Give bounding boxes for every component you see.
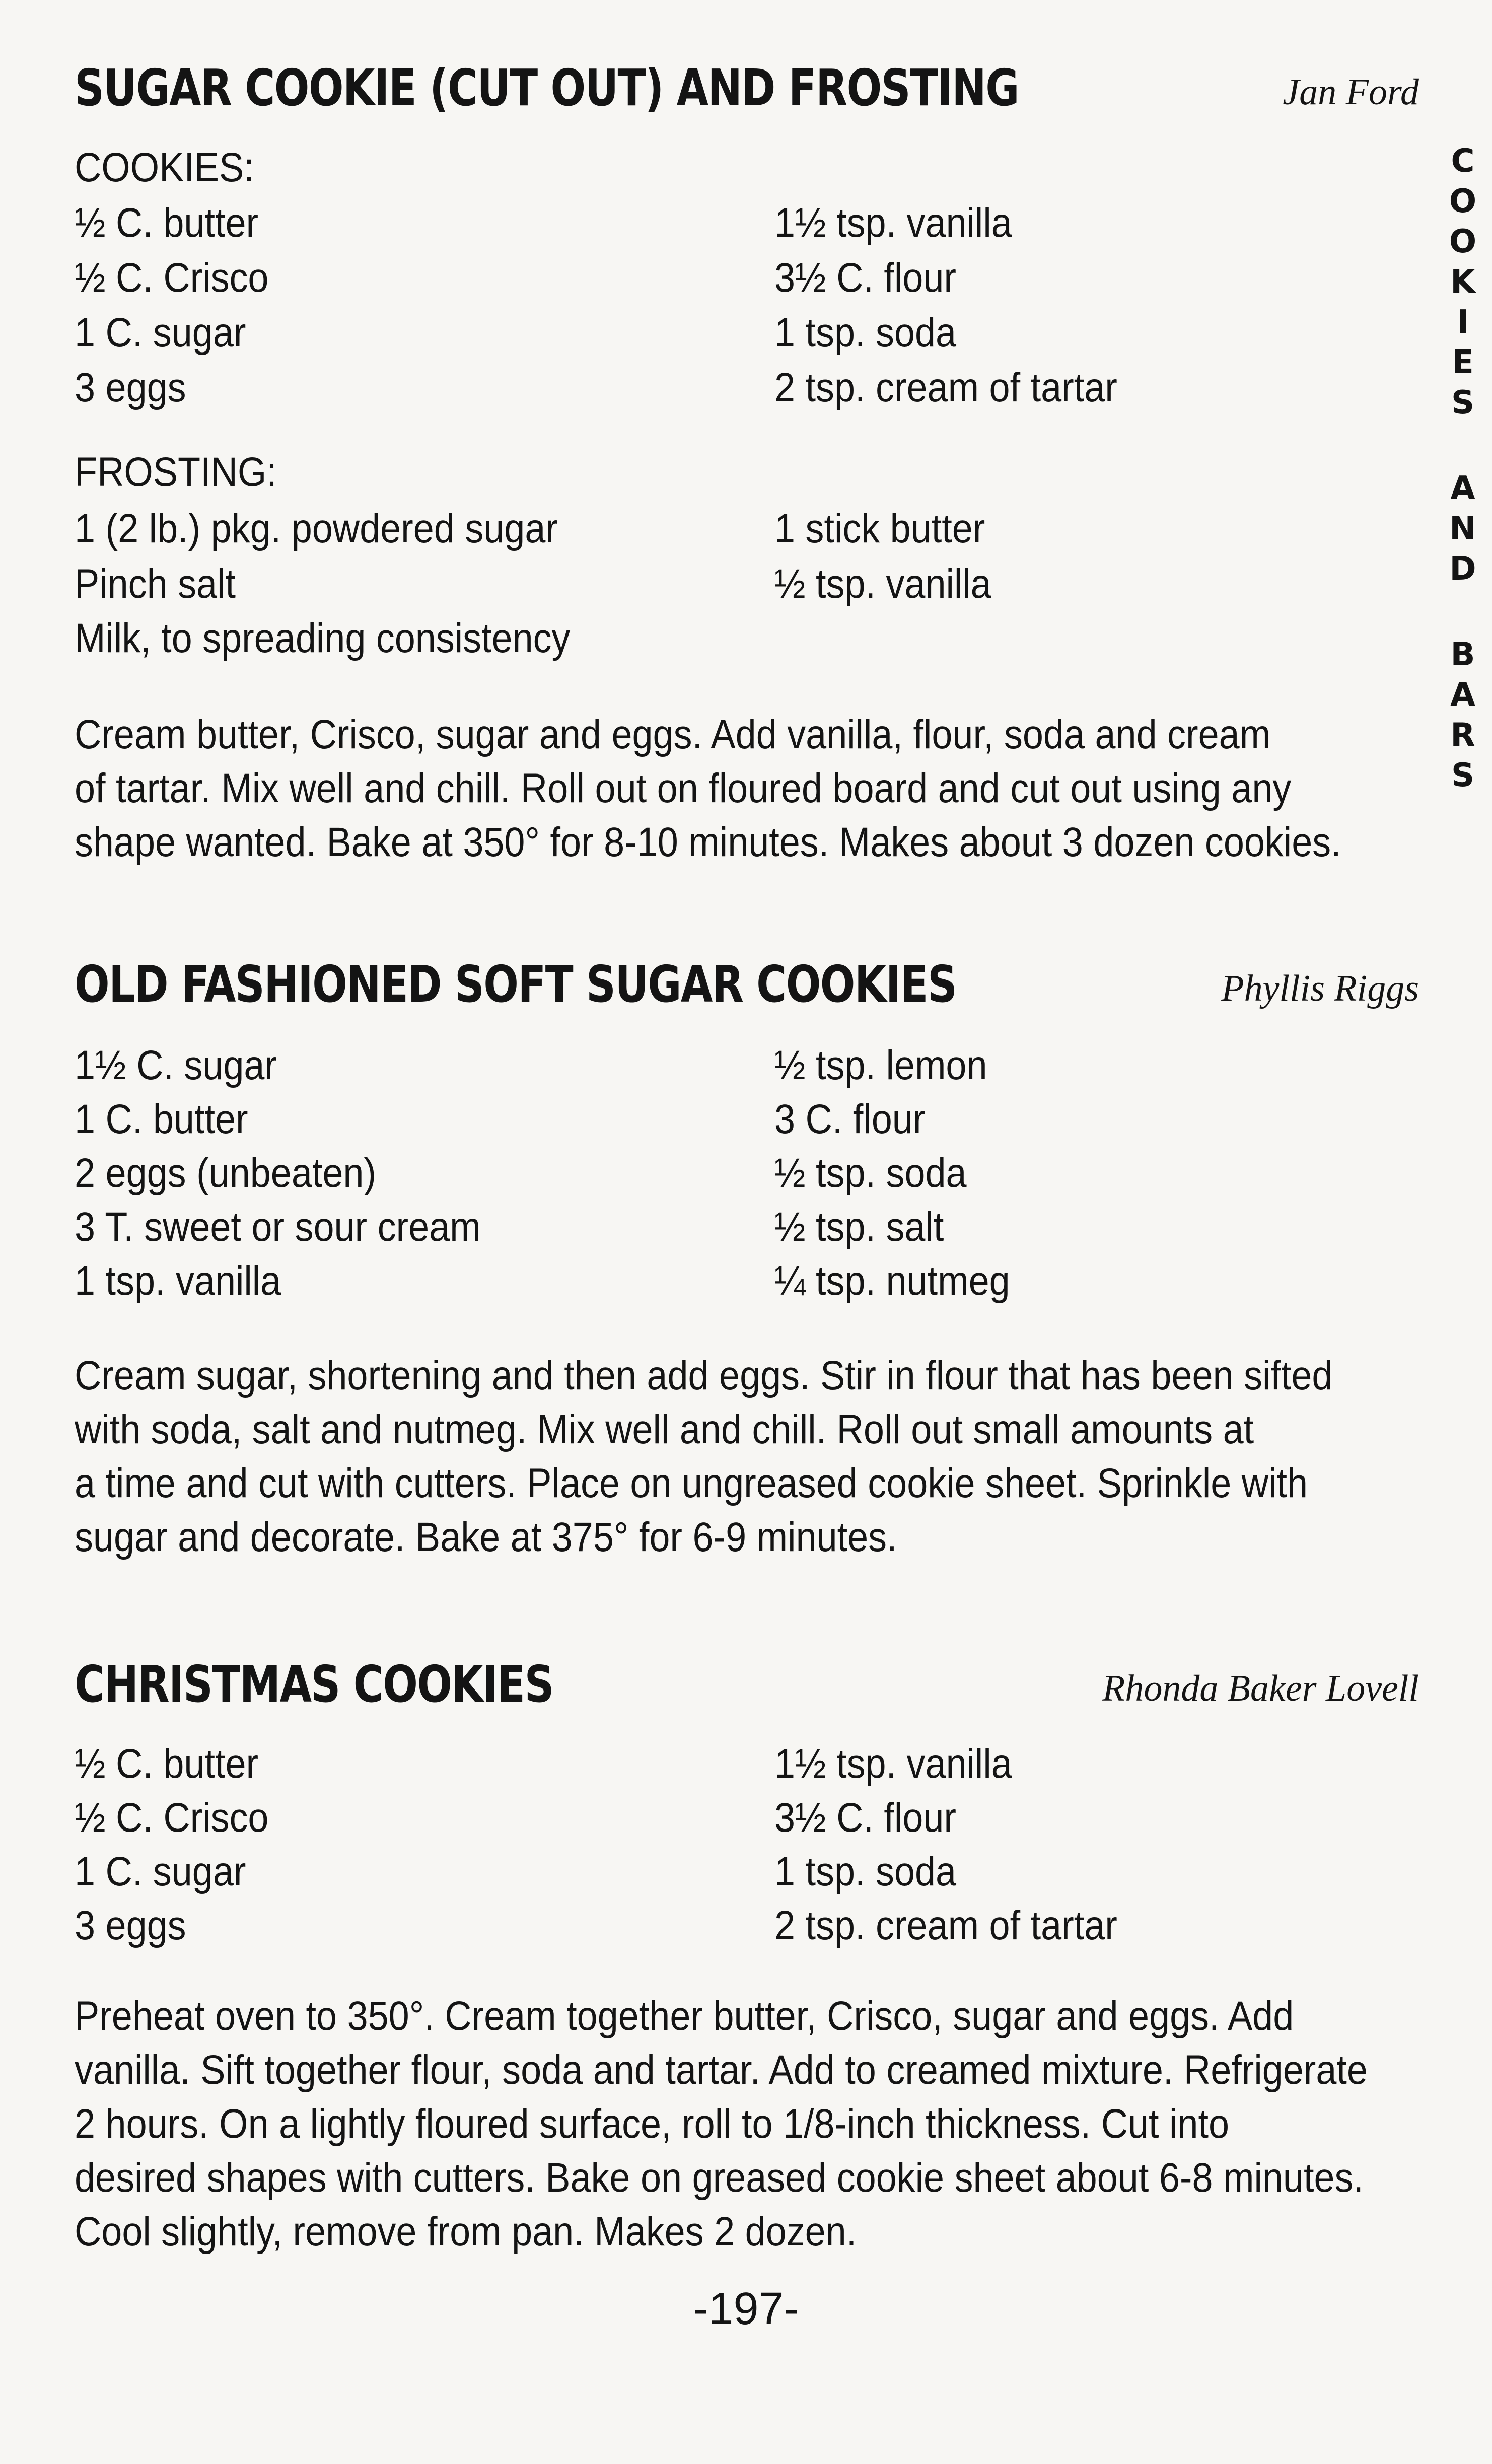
directions-line: sugar and decorate. Bake at 375° for 6-9 minutes. — [75, 1514, 897, 1560]
recipe-title: CHRISTMAS COOKIES — [75, 1655, 553, 1714]
directions-line: vanilla. Sift together flour, soda and tartar. Add to creamed mixture. Refrigerate — [75, 2047, 1368, 2093]
directions-line: of tartar. Mix well and chill. Roll out on floured board and cut out using any — [75, 765, 1292, 811]
ingredient: 2 eggs (unbeaten) — [75, 1150, 377, 1196]
directions-line: Cool slightly, remove from pan. Makes 2 dozen. — [75, 2209, 857, 2255]
tab-letter: O — [1449, 183, 1477, 220]
ingredient: 3½ C. flour — [774, 255, 956, 301]
ingredient: 3 eggs — [75, 1903, 186, 1948]
ingredient: 1 tsp. soda — [774, 1849, 957, 1894]
tab-gap — [1440, 589, 1485, 635]
page-number: -197- — [693, 2284, 799, 2334]
ingredient: ½ C. butter — [75, 200, 259, 246]
tab-letter: E — [1452, 344, 1474, 381]
frosting-label: FROSTING: — [75, 449, 277, 495]
tab-letter: K — [1450, 263, 1475, 301]
recipe-author: Phyllis Riggs — [1221, 968, 1419, 1009]
ingredient: ½ tsp. soda — [774, 1150, 967, 1196]
ingredient: 1 C. sugar — [75, 310, 246, 356]
directions-line: a time and cut with cutters. Place on ungreased cookie sheet. Sprinkle with — [75, 1460, 1308, 1506]
directions-line: shape wanted. Bake at 350° for 8-10 minutes. Makes about 3 dozen cookies. — [75, 819, 1341, 865]
tab-letter: A — [1450, 470, 1475, 507]
recipe-title: OLD FASHIONED SOFT SUGAR COOKIES — [75, 955, 957, 1014]
tab-letter: O — [1449, 223, 1477, 260]
tab-letter: N — [1449, 510, 1476, 547]
recipe-directions — [75, 1349, 1419, 1564]
directions-line: Cream sugar, shortening and then add eggs. Stir in flour that has been sifted — [75, 1353, 1333, 1398]
ingredient: ½ C. Crisco — [75, 255, 269, 301]
cookies-label: COOKIES: — [75, 145, 254, 190]
recipe-title: SUGAR COOKIE (CUT OUT) AND FROSTING — [75, 58, 1019, 117]
directions-line: 2 hours. On a lightly floured surface, roll to 1/8-inch thickness. Cut into — [75, 2101, 1230, 2147]
ingredient: 1½ tsp. vanilla — [774, 1741, 1012, 1787]
ingredient: 2 tsp. cream of tartar — [774, 365, 1117, 410]
ingredient: 1 C. sugar — [75, 1849, 246, 1894]
recipe-author: Jan Ford — [1283, 72, 1419, 113]
tab-letter: B — [1450, 636, 1475, 673]
tab-letter: A — [1450, 676, 1475, 714]
ingredient: Milk, to spreading consistency — [75, 615, 571, 661]
tab-letter: I — [1457, 304, 1469, 341]
tab-letter: D — [1449, 550, 1476, 588]
recipe-directions — [75, 1989, 1419, 2259]
ingredient: 3 C. flour — [774, 1096, 926, 1142]
ingredient: 1 stick butter — [774, 506, 985, 551]
ingredient: 1 C. butter — [75, 1096, 248, 1142]
directions-line: desired shapes with cutters. Bake on greased cookie sheet about 6-8 minutes. — [75, 2155, 1364, 2201]
ingredient: ¼ tsp. nutmeg — [774, 1258, 1010, 1304]
section-tab-cookies-and-bars — [1440, 141, 1485, 796]
ingredient: ½ tsp. salt — [774, 1204, 944, 1250]
ingredient: 1½ C. sugar — [75, 1042, 277, 1088]
directions-line: with soda, salt and nutmeg. Mix well and chill. Roll out small amounts at — [75, 1406, 1254, 1452]
ingredient: 1 tsp. vanilla — [75, 1258, 281, 1304]
ingredient: ½ tsp. vanilla — [774, 561, 991, 607]
ingredient: 3 T. sweet or sour cream — [75, 1204, 481, 1250]
recipe-author: Rhonda Baker Lovell — [1102, 1668, 1419, 1709]
ingredient: ½ tsp. lemon — [774, 1042, 987, 1088]
ingredient: 2 tsp. cream of tartar — [774, 1903, 1117, 1948]
tab-letter: C — [1451, 143, 1475, 180]
ingredient: 1½ tsp. vanilla — [774, 200, 1012, 246]
tab-letter: S — [1451, 384, 1475, 421]
tab-letter: S — [1451, 757, 1475, 794]
directions-line: Cream butter, Crisco, sugar and eggs. Add vanilla, flour, soda and cream — [75, 712, 1271, 757]
ingredient: ½ C. butter — [75, 1741, 259, 1787]
ingredient: 3 eggs — [75, 365, 186, 410]
ingredient: 3½ C. flour — [774, 1795, 956, 1841]
ingredient: Pinch salt — [75, 561, 236, 607]
tab-gap — [1440, 423, 1485, 468]
recipe-directions — [75, 708, 1419, 869]
directions-line: Preheat oven to 350°. Cream together butter, Crisco, sugar and eggs. Add — [75, 1993, 1294, 2039]
tab-letter: R — [1450, 717, 1475, 754]
ingredient: ½ C. Crisco — [75, 1795, 269, 1841]
ingredient: 1 (2 lb.) pkg. powdered sugar — [75, 506, 558, 551]
ingredient: 1 tsp. soda — [774, 310, 957, 356]
